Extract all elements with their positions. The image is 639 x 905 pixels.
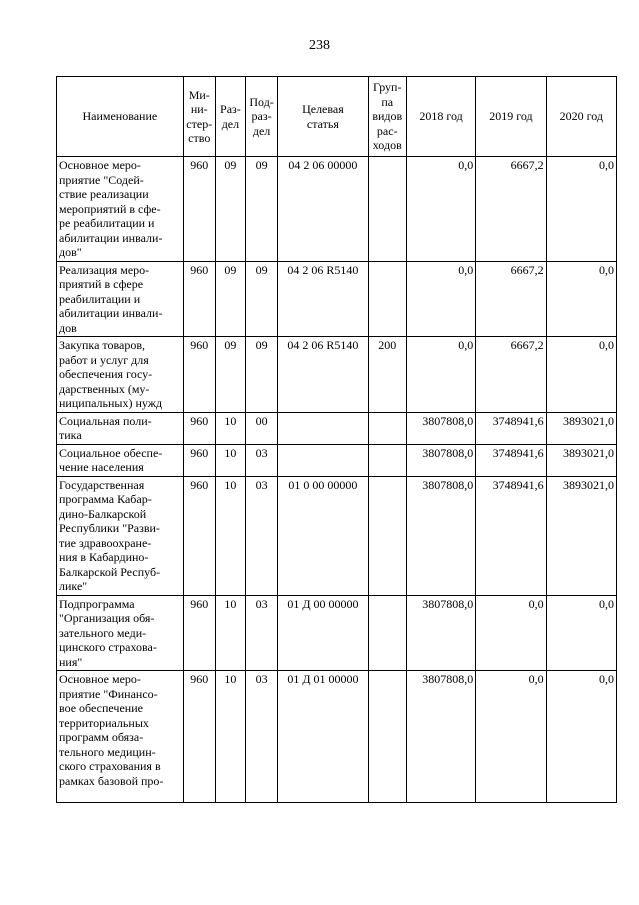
row-2020: 3893021,0 <box>546 476 616 595</box>
row-2018: 0,0 <box>406 337 475 413</box>
row-2020: 0,0 <box>546 671 616 803</box>
row-target-article <box>278 444 368 476</box>
row-ministry: 960 <box>183 337 215 413</box>
budget-table <box>56 76 617 803</box>
row-2019: 0,0 <box>476 671 546 803</box>
row-target-article: 01 Д 01 00000 <box>278 671 368 803</box>
header-2020: 2020 год <box>546 77 616 157</box>
table-row <box>57 595 617 671</box>
table-row <box>57 261 617 337</box>
header-row <box>57 77 617 157</box>
row-name: Социальная поли- тика <box>57 412 184 444</box>
row-target-article: 04 2 06 R5140 <box>278 337 368 413</box>
row-name-text: Основное меро- приятие "Финансо- вое обеспечение территориальных программ обяза- тельного медицин- ского страхования в рамках базовой про- <box>59 672 164 788</box>
row-2020: 0,0 <box>546 157 616 262</box>
header-target-article: Целевая статья <box>278 77 368 157</box>
row-section: 10 <box>215 671 245 803</box>
row-expense-group <box>368 671 406 803</box>
row-subsection: 09 <box>246 261 278 337</box>
row-subsection: 03 <box>246 671 278 803</box>
row-subsection: 09 <box>246 157 278 262</box>
table-row <box>57 157 617 262</box>
row-2018: 3807808,0 <box>406 476 475 595</box>
header-name: Наименование <box>57 77 184 157</box>
row-2020: 0,0 <box>546 595 616 671</box>
row-subsection: 03 <box>246 595 278 671</box>
row-name: Закупка товаров, работ и услуг для обеспечения госу- дарственных (му- ниципальных) нужд <box>57 337 184 413</box>
row-2018: 0,0 <box>406 157 475 262</box>
row-ministry: 960 <box>183 595 215 671</box>
row-2018: 3807808,0 <box>406 444 475 476</box>
row-2019: 3748941,6 <box>476 412 546 444</box>
page-number: 238 <box>309 38 330 53</box>
row-expense-group <box>368 476 406 595</box>
row-section: 10 <box>215 412 245 444</box>
row-ministry: 960 <box>183 261 215 337</box>
row-target-article: 04 2 06 00000 <box>278 157 368 262</box>
header-ministry: Ми- ни- стер- ство <box>183 77 215 157</box>
row-name: Реализация меро- приятий в сфере реабилитации и абилитации инвали- дов <box>57 261 184 337</box>
table-row <box>57 337 617 413</box>
table-row <box>57 412 617 444</box>
header-section: Раз- дел <box>215 77 245 157</box>
row-name <box>57 671 184 803</box>
row-target-article: 04 2 06 R5140 <box>278 261 368 337</box>
row-expense-group <box>368 261 406 337</box>
row-2019: 6667,2 <box>476 261 546 337</box>
row-section: 10 <box>215 476 245 595</box>
row-section: 09 <box>215 337 245 413</box>
row-expense-group <box>368 595 406 671</box>
row-2018: 0,0 <box>406 261 475 337</box>
row-expense-group <box>368 157 406 262</box>
row-ministry: 960 <box>183 412 215 444</box>
row-ministry: 960 <box>183 476 215 595</box>
table-row <box>57 444 617 476</box>
row-expense-group <box>368 412 406 444</box>
row-2019: 0,0 <box>476 595 546 671</box>
row-2019: 6667,2 <box>476 337 546 413</box>
row-target-article: 01 Д 00 00000 <box>278 595 368 671</box>
row-2020: 3893021,0 <box>546 444 616 476</box>
row-section: 10 <box>215 595 245 671</box>
row-name: Социальное обеспе- чение населения <box>57 444 184 476</box>
row-subsection: 03 <box>246 476 278 595</box>
row-subsection: 09 <box>246 337 278 413</box>
row-expense-group <box>368 444 406 476</box>
row-name: Государственная программа Кабар- дино-Балкарской Республики "Разви- тие здравоохране- ния в Кабардино- Балкарской Респуб- лике" <box>57 476 184 595</box>
header-2019: 2019 год <box>476 77 546 157</box>
row-2018: 3807808,0 <box>406 412 475 444</box>
row-2019: 3748941,6 <box>476 444 546 476</box>
row-2019: 3748941,6 <box>476 476 546 595</box>
row-2020: 0,0 <box>546 261 616 337</box>
row-2019: 6667,2 <box>476 157 546 262</box>
row-subsection: 00 <box>246 412 278 444</box>
row-2018: 3807808,0 <box>406 671 475 803</box>
header-expense-group: Груп- па видов рас- ходов <box>368 77 406 157</box>
row-ministry: 960 <box>183 157 215 262</box>
table-row <box>57 476 617 595</box>
row-name: Подпрограмма "Организация обя- зательного меди- цинского страхова- ния" <box>57 595 184 671</box>
header-subsection: Под- раз- дел <box>246 77 278 157</box>
row-2018: 3807808,0 <box>406 595 475 671</box>
row-target-article <box>278 412 368 444</box>
table-row <box>57 671 617 803</box>
row-2020: 0,0 <box>546 337 616 413</box>
row-ministry: 960 <box>183 444 215 476</box>
row-section: 10 <box>215 444 245 476</box>
row-ministry: 960 <box>183 671 215 803</box>
row-section: 09 <box>215 261 245 337</box>
row-section: 09 <box>215 157 245 262</box>
row-2020: 3893021,0 <box>546 412 616 444</box>
row-target-article: 01 0 00 00000 <box>278 476 368 595</box>
header-2018: 2018 год <box>406 77 475 157</box>
row-expense-group: 200 <box>368 337 406 413</box>
row-name: Основное меро- приятие "Содей- ствие реализации мероприятий в сфе- ре реабилитации и абилитации инвали- дов" <box>57 157 184 262</box>
row-subsection: 03 <box>246 444 278 476</box>
